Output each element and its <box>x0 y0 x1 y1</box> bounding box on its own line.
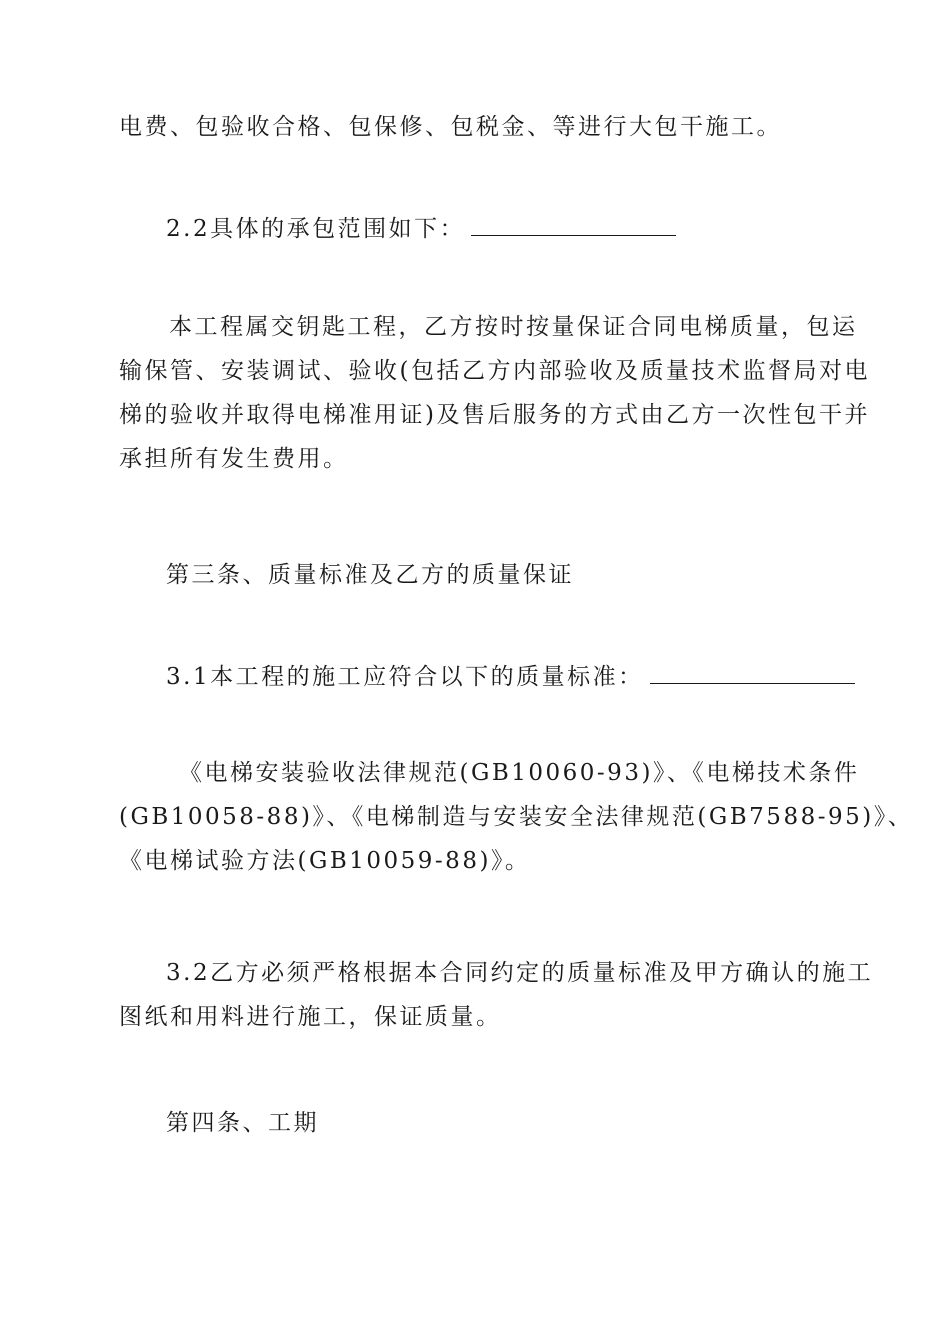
clause-text: 3.1本工程的施工应符合以下的质量标准： <box>166 664 644 690</box>
text-line: 《电梯试验方法(GB10059-88)》。 <box>119 848 531 874</box>
article-4-heading <box>166 1101 878 1145</box>
article-3-heading <box>166 553 878 597</box>
text-line: 本工程属交钥匙工程，乙方按时按量保证合同电梯质量，包运 <box>169 314 858 340</box>
heading-text: 第四条、工期 <box>166 1110 319 1136</box>
text-line: 电费、包验收合格、包保修、包税金、等进行大包干施工。 <box>119 114 782 140</box>
heading-text: 第三条、质量标准及乙方的质量保证 <box>166 562 574 588</box>
text-line: 承担所有发生费用。 <box>119 446 349 472</box>
clause-text: 2.2具体的承包范围如下： <box>166 216 466 242</box>
text-line: (GB10058-88)》、《电梯制造与安装安全法律规范(GB7588-95)》、 <box>119 804 914 830</box>
paragraph-continuation <box>119 105 831 149</box>
text-line: 图纸和用料进行施工，保证质量。 <box>119 1004 502 1030</box>
fill-in-blank <box>650 663 855 684</box>
clause-3-2 <box>119 951 874 1039</box>
scope-paragraph <box>119 305 870 481</box>
standards-paragraph <box>119 751 914 883</box>
text-line: 梯的验收并取得电梯准用证)及售后服务的方式由乙方一次性包干并 <box>119 402 870 428</box>
clause-2-2 <box>166 207 878 251</box>
clause-3-1 <box>166 655 878 699</box>
text-line: 《电梯安装验收法律规范(GB10060-93)》、《电梯技术条件 <box>179 760 860 786</box>
text-line: 输保管、安装调试、验收(包括乙方内部验收及质量技术监督局对电 <box>119 358 870 384</box>
fill-in-blank <box>471 215 676 236</box>
text-line: 3.2乙方必须严格根据本合同约定的质量标准及甲方确认的施工 <box>166 960 874 986</box>
